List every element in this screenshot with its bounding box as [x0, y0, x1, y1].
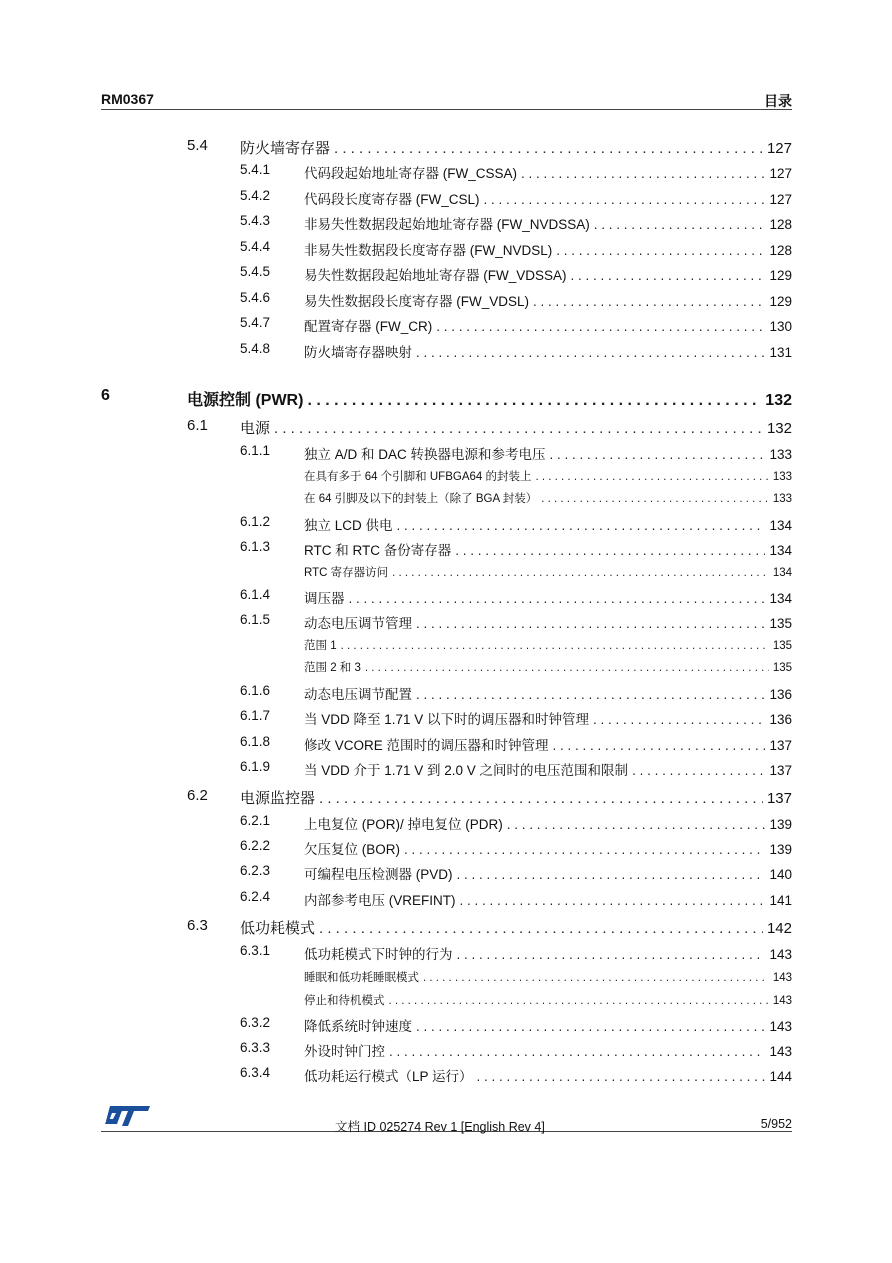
toc-entry-title: 电源	[240, 420, 271, 437]
toc-entry-line	[304, 443, 792, 463]
toc-entry-page: 130	[769, 319, 792, 334]
toc-entry-title: 易失性数据段起始地址寄存器 (FW_VDSSA)	[304, 268, 567, 283]
toc-dot-leader	[455, 543, 765, 558]
toc-entry-title: 代码段起始地址寄存器 (FW_CSSA)	[304, 166, 518, 181]
toc-entry-number: 6.1.6	[240, 683, 271, 698]
toc-dot-leader	[307, 392, 761, 410]
toc-entry-title: 范围 1	[304, 640, 337, 652]
toc-entry-line	[240, 137, 792, 158]
toc-entry-line	[304, 969, 792, 985]
toc-entry-number: 6.1.7	[240, 708, 271, 723]
toc-entry-page: 133	[769, 447, 792, 462]
toc-entry-page: 134	[769, 543, 792, 558]
toc-dot-leader	[632, 763, 765, 778]
toc-entry-number: 5.4.1	[240, 162, 271, 177]
toc-dot-leader	[477, 1069, 766, 1084]
toc-entry-page: 133	[772, 471, 792, 483]
toc-entry-title: 低功耗模式下时钟的行为	[304, 947, 453, 962]
toc-entry-line	[304, 239, 792, 259]
toc-entry-line	[304, 759, 792, 779]
toc-dot-leader	[484, 192, 766, 207]
toc-dot-leader	[507, 817, 766, 832]
toc-entry-line	[304, 637, 792, 653]
toc-entry-title: 外设时钟门控	[304, 1044, 385, 1059]
toc-entry-page: 134	[769, 591, 792, 606]
toc-entry-title: 低功耗模式	[240, 920, 316, 937]
toc-dot-leader	[533, 294, 765, 309]
toc-entry-page: 140	[769, 867, 792, 882]
toc-entry-line	[304, 683, 792, 703]
toc-entry-number: 5.4.2	[240, 188, 271, 203]
toc-entry-title: 在 64 引脚及以下的封装上（除了 BGA 封装）	[304, 493, 538, 505]
toc-entry-title: 欠压复位 (BOR)	[304, 842, 400, 857]
toc-entry-page: 134	[769, 518, 792, 533]
toc-dot-leader	[460, 893, 766, 908]
toc-entry-line	[304, 1065, 792, 1085]
toc-entry-page: 142	[766, 920, 792, 937]
toc-dot-leader	[274, 420, 763, 437]
toc-entry-line	[304, 708, 792, 728]
toc-dot-leader	[319, 920, 763, 937]
toc-entry-title: 降低系统时钟速度	[304, 1019, 412, 1034]
toc-entry-line	[304, 490, 792, 506]
toc-entry-title: RTC 和 RTC 备份寄存器	[304, 543, 452, 558]
toc-entry-page: 127	[766, 140, 792, 157]
toc-entry-title: RTC 寄存器访问	[304, 567, 389, 579]
toc-entry-number: 5.4.6	[240, 290, 271, 305]
toc-dot-leader	[389, 995, 769, 1007]
toc-entry-line	[304, 1040, 792, 1060]
toc-entry-title: 易失性数据段长度寄存器 (FW_VDSL)	[304, 294, 530, 309]
toc-dot-leader	[457, 947, 766, 962]
toc-entry-number: 6.2.4	[240, 889, 271, 904]
toc-entry-line	[304, 943, 792, 963]
section-title: 目录	[764, 93, 792, 109]
toc-entry-title: 配置寄存器 (FW_CR)	[304, 319, 433, 334]
toc-entry-page: 136	[769, 712, 792, 727]
toc-entry-title: 低功耗运行模式（LP 运行）	[304, 1069, 473, 1084]
toc-dot-leader	[416, 345, 765, 360]
toc-entry-title: 动态电压调节管理	[304, 616, 412, 631]
toc-entry-number: 5.4.7	[240, 315, 271, 330]
toc-entry-page: 129	[769, 294, 792, 309]
toc-entry-title: 可编程电压检测器 (PVD)	[304, 867, 453, 882]
toc-dot-leader	[521, 166, 765, 181]
toc-entry-number: 5.4.3	[240, 213, 271, 228]
toc-entry-line	[304, 863, 792, 883]
toc-entry-title: 在具有多于 64 个引脚和 UFBGA64 的封装上	[304, 471, 532, 483]
toc-entry-title: 独立 A/D 和 DAC 转换器电源和参考电压	[304, 447, 546, 462]
toc-dot-leader	[416, 687, 765, 702]
toc-entry-line	[240, 417, 792, 438]
toc-entry-title: 当 VDD 降至 1.71 V 以下时的调压器和时钟管理	[304, 712, 590, 727]
toc-entry-page: 133	[772, 493, 792, 505]
toc-entry-line	[304, 564, 792, 580]
toc-entry-number: 6.2	[187, 787, 208, 804]
toc-entry-page: 144	[769, 1069, 792, 1084]
toc-dot-leader	[553, 738, 766, 753]
toc-entry-number: 6.3	[187, 917, 208, 934]
toc-entry-title: 睡眠和低功耗睡眠模式	[304, 972, 419, 984]
toc-entry-line	[304, 468, 792, 484]
toc-dot-leader	[571, 268, 766, 283]
toc-entry-page: 137	[769, 763, 792, 778]
toc-entry-page: 134	[772, 567, 792, 579]
toc-entry-number: 6.3.1	[240, 943, 271, 958]
toc-entry-page: 129	[769, 268, 792, 283]
toc-dot-leader	[457, 867, 766, 882]
toc-entry-page: 127	[769, 192, 792, 207]
toc-entry-title: 上电复位 (POR)/ 掉电复位 (PDR)	[304, 817, 503, 832]
toc-entry-page: 131	[769, 345, 792, 360]
toc-entry-page: 143	[769, 1044, 792, 1059]
toc-entry-title: 调压器	[304, 591, 345, 606]
toc-dot-leader	[365, 662, 769, 674]
toc-entry-number: 6.1.1	[240, 443, 271, 458]
toc-entry-line	[240, 917, 792, 938]
toc-entry-number: 6.2.1	[240, 813, 271, 828]
toc-entry-line	[304, 213, 792, 233]
toc-entry-number: 6.1	[187, 417, 208, 434]
toc-dot-leader	[319, 790, 763, 807]
toc-entry-number: 6.1.4	[240, 587, 271, 602]
toc-entry-number: 6.1.8	[240, 734, 271, 749]
toc-dot-leader	[404, 842, 765, 857]
toc-dot-leader	[436, 319, 765, 334]
toc-entry-title: 当 VDD 介于 1.71 V 到 2.0 V 之间时的电压范围和限制	[304, 763, 629, 778]
toc-entry-page: 132	[765, 392, 792, 409]
toc-entry-number: 6.2.3	[240, 863, 271, 878]
toc-entry-page: 139	[769, 817, 792, 832]
toc-dot-leader	[334, 140, 763, 157]
toc-entry-page: 137	[769, 738, 792, 753]
toc-dot-leader	[389, 1044, 765, 1059]
toc-entry-number: 5.4.5	[240, 264, 271, 279]
toc-entry-page: 137	[766, 790, 792, 807]
toc-entry-number: 6	[101, 387, 110, 404]
toc-entry-line	[304, 162, 792, 182]
toc-entry-line	[304, 889, 792, 909]
toc-entry-title: 防火墙寄存器映射	[304, 345, 412, 360]
toc-dot-leader	[349, 591, 766, 606]
toc-entry-title: 停止和待机模式	[304, 995, 385, 1007]
toc-entry-page: 143	[772, 995, 792, 1007]
toc-dot-leader	[550, 447, 766, 462]
toc-entry-line	[304, 514, 792, 534]
toc-entry-line	[304, 315, 792, 335]
toc-entry-number: 6.3.2	[240, 1015, 271, 1030]
toc-dot-leader	[556, 243, 765, 258]
st-logo-icon	[104, 1104, 152, 1128]
toc-entry-page: 139	[769, 842, 792, 857]
toc-entry-number: 6.3.3	[240, 1040, 271, 1055]
toc-entry-page: 135	[772, 662, 792, 674]
toc-entry-title: 电源控制 (PWR)	[187, 392, 304, 409]
toc-entry-number: 5.4.4	[240, 239, 271, 254]
toc-entry-line	[304, 1015, 792, 1035]
toc-dot-leader	[594, 217, 766, 232]
toc-entry-number: 6.1.9	[240, 759, 271, 774]
toc-entry-title: 代码段长度寄存器 (FW_CSL)	[304, 192, 480, 207]
toc-entry-page: 127	[769, 166, 792, 181]
toc-entry-page: 136	[769, 687, 792, 702]
toc-entry-line	[304, 992, 792, 1008]
toc-entry-page: 128	[769, 217, 792, 232]
toc-dot-leader	[392, 567, 769, 579]
toc-entry-title: 动态电压调节配置	[304, 687, 412, 702]
doc-id: RM0367	[101, 91, 154, 107]
toc-entry-page: 135	[772, 640, 792, 652]
toc-dot-leader	[541, 493, 769, 505]
toc-entry-page: 141	[769, 893, 792, 908]
toc-entry-line	[304, 341, 792, 361]
toc-entry-line	[304, 612, 792, 632]
toc-entry-line	[304, 734, 792, 754]
footer-doc-ref: 文档 ID 025274 Rev 1 [English Rev 4]	[335, 1120, 545, 1134]
toc-entry-title: 防火墙寄存器	[240, 140, 331, 157]
toc-entry-line	[304, 290, 792, 310]
toc-entry-title: 非易失性数据段起始地址寄存器 (FW_NVDSSA)	[304, 217, 590, 232]
toc-dot-leader	[416, 616, 765, 631]
toc-dot-leader	[341, 640, 769, 652]
toc-entry-page: 143	[769, 947, 792, 962]
toc-entry-page: 143	[772, 972, 792, 984]
toc-entry-number: 6.1.2	[240, 514, 271, 529]
toc-entry-number: 5.4.8	[240, 341, 271, 356]
toc-entry-line	[240, 787, 792, 808]
toc-entry-page: 143	[769, 1019, 792, 1034]
toc-entry-number: 6.1.5	[240, 612, 271, 627]
toc-entry-title: 范围 2 和 3	[304, 662, 361, 674]
toc-dot-leader	[397, 518, 766, 533]
page-header	[101, 89, 792, 110]
toc-dot-leader	[535, 471, 768, 483]
toc-entry-number: 6.2.2	[240, 838, 271, 853]
toc-entry-title: 非易失性数据段长度寄存器 (FW_NVDSL)	[304, 243, 553, 258]
toc-entry-title: 内部参考电压 (VREFINT)	[304, 893, 456, 908]
toc-entry-number: 5.4	[187, 137, 208, 154]
toc-entry-line	[304, 659, 792, 675]
toc-entry-page: 135	[769, 616, 792, 631]
toc-entry-line	[304, 264, 792, 284]
toc-dot-leader	[416, 1019, 765, 1034]
toc-entry-number: 6.1.3	[240, 539, 271, 554]
toc-entry-title: 独立 LCD 供电	[304, 518, 393, 533]
toc-entry-number: 6.3.4	[240, 1065, 271, 1080]
toc-dot-leader	[423, 972, 769, 984]
toc-entry-line	[187, 387, 792, 410]
toc-entry-title: 修改 VCORE 范围时的调压器和时钟管理	[304, 738, 549, 753]
toc-entry-title: 电源监控器	[240, 790, 316, 807]
toc-dot-leader	[593, 712, 765, 727]
toc-entry-line	[304, 539, 792, 559]
toc-entry-line	[304, 188, 792, 208]
footer-page-number: 5/952	[760, 1117, 792, 1131]
toc-entry-line	[304, 838, 792, 858]
toc-entry-page: 132	[766, 420, 792, 437]
toc-entry-line	[304, 587, 792, 607]
toc-entry-page: 128	[769, 243, 792, 258]
toc-entry-line	[304, 813, 792, 833]
